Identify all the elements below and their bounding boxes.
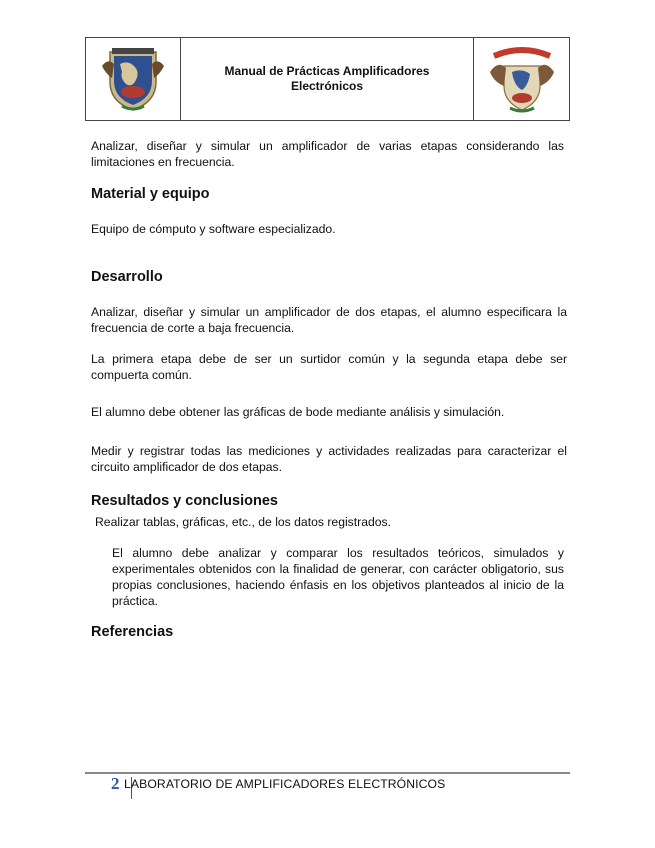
header-title-line1: Manual de Prácticas Amplificadores [224, 64, 430, 78]
material-text: Equipo de cómputo y software especializado. [91, 222, 336, 236]
right-logo-cell [474, 38, 569, 120]
desarrollo-paragraph-4: Medir y registrar todas las mediciones y actividades realizadas para caracterizar el circuito amplificador de dos etapas. [91, 444, 567, 474]
ingenieria-shield-icon [484, 42, 560, 116]
resultados-paragraph-2: El alumno debe analizar y comparar los resultados teóricos, simulados y experimentales obtenidos con la finalidad de generar, con carácter obligatorio, sus propias conclusiones, haciendo énfasis en los objetivos planteados al inicio de la práctica. [112, 546, 564, 608]
desarrollo-paragraph-1: Analizar, diseñar y simular un amplificador de dos etapas, el alumno especificara la frecuencia de corte a baja frecuencia. [91, 305, 567, 335]
footer-divider [85, 772, 570, 774]
header-title [181, 38, 474, 120]
desarrollo-heading: Desarrollo [91, 269, 163, 285]
resultados-paragraph-1: Realizar tablas, gráficas, etc., de los datos registrados. [95, 515, 392, 529]
resultados-heading: Resultados y conclusiones [91, 493, 278, 509]
objective-paragraph: Analizar, diseñar y simular un amplificador de varias etapas considerando las limitaciones en frecuencia. [91, 139, 564, 169]
referencias-heading: Referencias [91, 624, 174, 640]
header-title-line2: Electrónicos [290, 79, 364, 93]
desarrollo-paragraph-3: El alumno debe obtener las gráficas de bode mediante análisis y simulación. [91, 405, 505, 419]
material-heading: Material y equipo [91, 186, 210, 202]
document-header [85, 37, 570, 121]
unam-shield-icon [98, 44, 168, 114]
left-logo-cell [86, 38, 181, 120]
desarrollo-paragraph-2: La primera etapa debe de ser un surtidor común y la segunda etapa debe ser compuerta común. [91, 352, 567, 382]
footer-text: LABORATORIO DE AMPLIFICADORES ELECTRÓNICOS [124, 777, 446, 791]
footer-page-number: 2 [111, 774, 120, 793]
